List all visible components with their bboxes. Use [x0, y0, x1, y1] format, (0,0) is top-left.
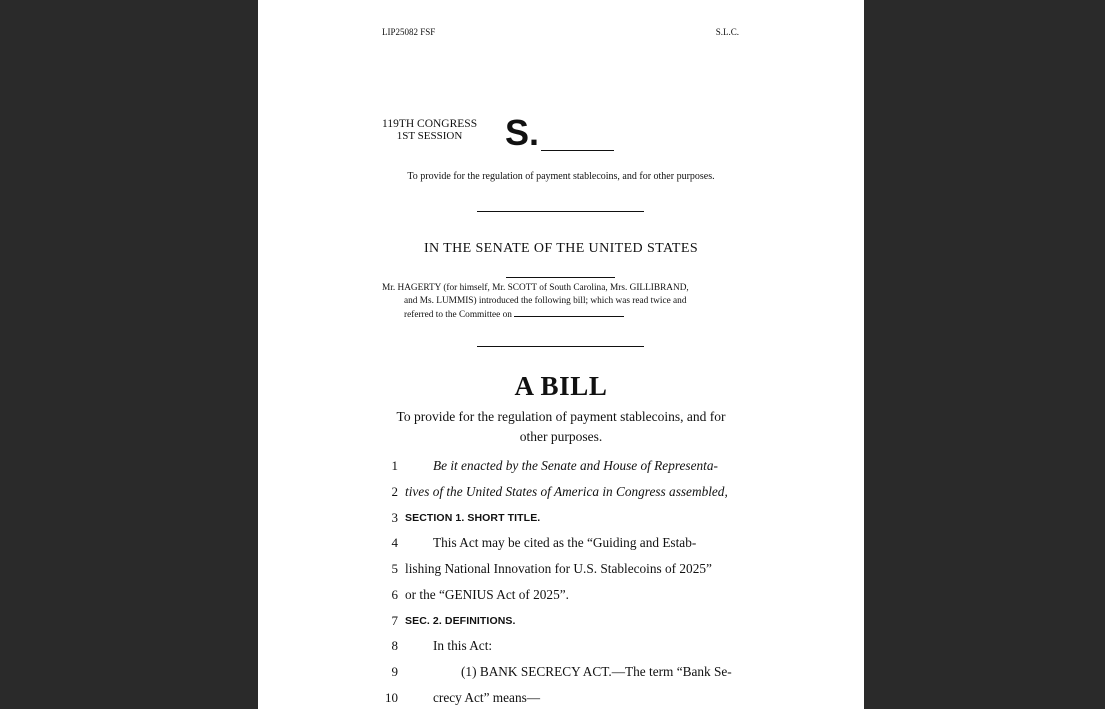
line-number: 1: [391, 458, 398, 473]
section-heading: SECTION 1. SHORT TITLE.: [405, 512, 541, 524]
line-number: 7: [391, 613, 398, 628]
line-number: 4: [391, 535, 398, 550]
divider-rule: [477, 211, 644, 212]
line-number: 8: [391, 638, 398, 653]
header-file-id: LIP25082 FSF: [382, 27, 436, 37]
body-line: (1) BANK SECRECY ACT.—The term “Bank Se-: [461, 664, 732, 679]
sponsor-line-1: Mr. HAGERTY (for himself, Mr. SCOTT of South Carolina, Mrs. GILLIBRAND,: [382, 283, 689, 293]
enacting-clause-cont: tives of the United States of America in Congress assembled,: [405, 484, 728, 499]
sponsor-line-3: [382, 308, 740, 322]
enacting-clause: Be it enacted by the Senate and House of Representa-: [433, 458, 718, 473]
sponsor-line-2: and Ms. LUMMIS) introduced the following bill; which was read twice and: [404, 296, 687, 306]
line-number: 5: [391, 561, 398, 576]
header-slc: S.L.C.: [715, 27, 739, 37]
purpose-long: To provide for the regulation of payment stablecoins, and for other purposes.: [396, 409, 726, 444]
divider-rule-2: [477, 346, 644, 347]
body-line: In this Act:: [433, 638, 493, 653]
line-number: 9: [391, 664, 398, 679]
committee-text: referred to the Committee on: [404, 310, 512, 320]
bill-number-blank: [541, 150, 614, 151]
chamber-heading: IN THE SENATE OF THE UNITED STATES: [423, 241, 699, 256]
line-number: 6: [391, 587, 398, 602]
congress-session: [382, 118, 477, 142]
session-number: 1ST SESSION: [396, 130, 463, 142]
section-heading: SEC. 2. DEFINITIONS.: [405, 615, 516, 627]
sponsor-statement: [382, 282, 740, 322]
committee-blank: [514, 308, 624, 317]
line-number: 2: [391, 484, 398, 499]
purpose-short: To provide for the regulation of payment stablecoins, and for other purposes.: [407, 171, 715, 182]
body-line: This Act may be cited as the “Guiding and Estab-: [433, 535, 697, 550]
line-number: 3: [391, 510, 398, 525]
body-line: or the “GENIUS Act of 2025”.: [405, 587, 569, 602]
body-line: lishing National Innovation for U.S. Stablecoins of 2025”: [405, 561, 712, 576]
document-page: [258, 0, 864, 709]
body-line: crecy Act” means—: [433, 690, 541, 705]
congress-number: 119TH CONGRESS: [382, 118, 478, 130]
bill-prefix: S.: [505, 112, 540, 153]
bill-title: A BILL: [514, 371, 608, 401]
short-rule: [506, 277, 615, 278]
line-number: 10: [385, 690, 398, 705]
